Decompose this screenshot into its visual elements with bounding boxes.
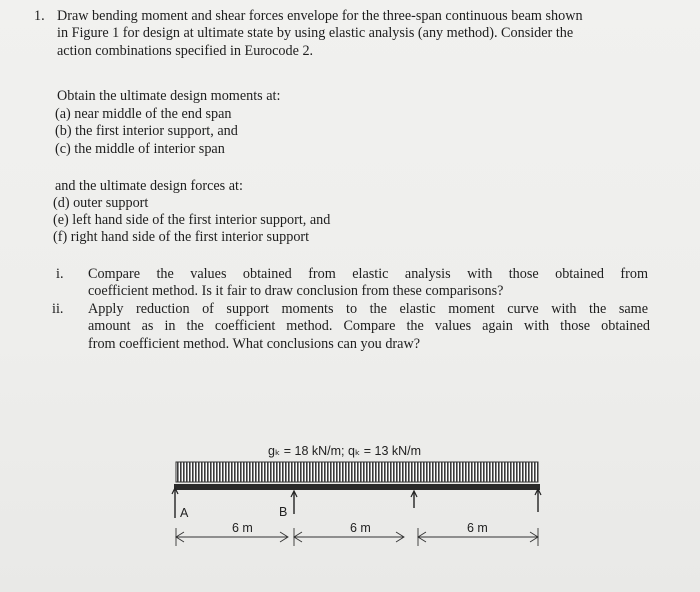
force-item-f: (f) right hand side of the first interior support: [53, 229, 310, 245]
beam: [174, 484, 540, 490]
span-1-length: 6 m: [232, 521, 253, 535]
span-2-length: 6 m: [350, 521, 371, 535]
subquestion-ii-line-2: amount as in the coefficient method. Compare the values again with those obtained: [88, 318, 650, 334]
subquestion-i-line-1: Compare the values obtained from elastic analysis with those obtained from: [88, 266, 648, 282]
support-b-label: B: [279, 505, 288, 519]
subquestion-i-marker: i.: [56, 266, 64, 282]
question-number: 1.: [34, 8, 45, 24]
forces-heading: and the ultimate design forces at:: [55, 178, 243, 194]
load-label: gₖ = 18 kN/m; qₖ = 13 kN/m: [268, 444, 422, 458]
distributed-load: [176, 462, 538, 482]
intro-line-1: Draw bending moment and shear forces envelope for the three-span continuous beam shown: [57, 8, 583, 24]
intro-line-3: action combinations specified in Eurocode 2.: [57, 43, 314, 59]
subquestion-ii-marker: ii.: [52, 301, 64, 317]
support-d: [535, 489, 541, 512]
moment-item-a: (a) near middle of the end span: [55, 106, 232, 122]
support-a: [172, 488, 178, 518]
force-item-d: (d) outer support: [53, 195, 149, 211]
support-c: [411, 491, 417, 508]
moment-item-b: (b) the first interior support, and: [55, 123, 238, 139]
moments-heading: Obtain the ultimate design moments at:: [57, 88, 281, 104]
intro-line-2: in Figure 1 for design at ultimate state by using elastic analysis (any method). Consider the: [57, 25, 574, 41]
force-item-e: (e) left hand side of the first interior support, and: [53, 212, 331, 228]
subquestion-i-line-2: coefficient method. Is it fair to draw conclusion from these comparisons?: [88, 283, 504, 299]
moment-item-c: (c) the middle of interior span: [55, 141, 225, 157]
subquestion-ii-line-1: Apply reduction of support moments to the elastic moment curve with the same: [88, 301, 648, 317]
span-3-length: 6 m: [467, 521, 488, 535]
support-b: [291, 491, 297, 514]
support-a-label: A: [180, 506, 189, 520]
subquestion-ii-line-3: from coefficient method. What conclusions can you draw?: [88, 336, 420, 352]
span-dimension-2: [294, 528, 404, 546]
